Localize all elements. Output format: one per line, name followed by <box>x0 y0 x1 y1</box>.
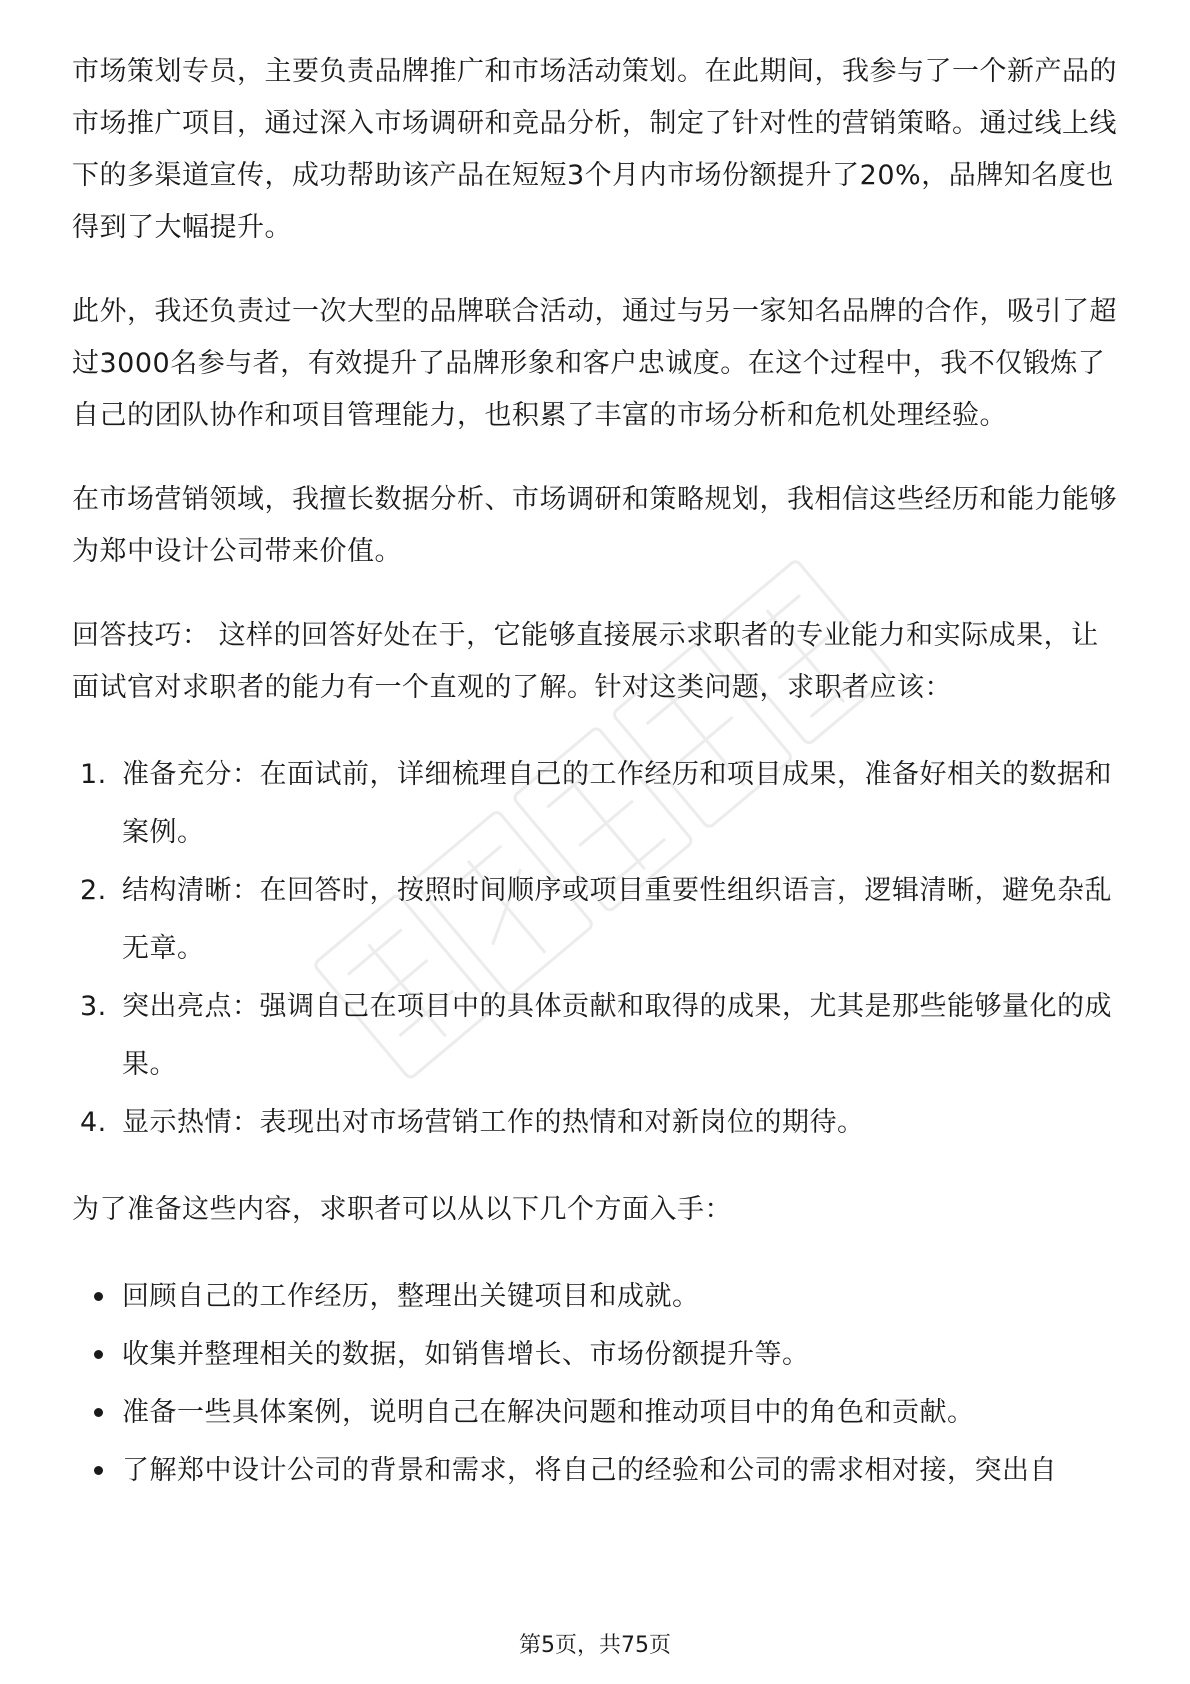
bullet-icon <box>94 1292 103 1301</box>
paragraph-brand-event: 此外，我还负责过一次大型的品牌联合活动，通过与另一家知名品牌的合作，吸引了超过3000名参与者，有效提升了品牌形象和客户忠诚度。在这个过程中，我不仅锻炼了自己的团队协作和项目管理能力，也积累了丰富的市场分析和危机处理经验。 <box>72 296 1117 431</box>
list-item <box>72 1268 1118 1326</box>
list-item <box>72 1384 1118 1442</box>
paragraph-skills: 在市场营销领域，我擅长数据分析、市场调研和策略规划，我相信这些经历和能力能够为郑中设计公司带来价值。 <box>72 484 1117 567</box>
list-item <box>72 1094 1118 1152</box>
bullet-icon <box>94 1466 103 1475</box>
list-item <box>72 746 1118 862</box>
list-item <box>72 978 1118 1094</box>
list-item-text: 结构清晰：在回答时，按照时间顺序或项目重要性组织语言，逻辑清晰，避免杂乱无章。 <box>122 875 1112 964</box>
list-item <box>72 1326 1118 1384</box>
list-item <box>72 1442 1118 1500</box>
document-body <box>72 46 1118 1532</box>
paragraph-prep-intro: 为了准备这些内容，求职者可以从以下几个方面入手： <box>72 1194 732 1225</box>
list-item-text: 了解郑中设计公司的背景和需求，将自己的经验和公司的需求相对接，突出自 <box>122 1455 1057 1486</box>
list-number: 4. <box>80 1107 107 1138</box>
list-item <box>72 862 1118 978</box>
list-item-text: 收集并整理相关的数据，如销售增长、市场份额提升等。 <box>122 1339 810 1370</box>
list-item-text: 准备充分：在面试前，详细梳理自己的工作经历和项目成果，准备好相关的数据和案例。 <box>122 759 1112 848</box>
list-item-text: 回顾自己的工作经历，整理出关键项目和成就。 <box>122 1281 700 1312</box>
list-item-text: 突出亮点：强调自己在项目中的具体贡献和取得的成果，尤其是那些能够量化的成果。 <box>122 991 1112 1080</box>
page-number-footer: 第5页，共75页 <box>519 1633 671 1658</box>
paragraph-answer-tips: 回答技巧： 这样的回答好处在于，它能够直接展示求职者的专业能力和实际成果，让面试官对求职者的能力有一个直观的了解。针对这类问题，求职者应该： <box>72 620 1099 703</box>
list-number: 2. <box>80 875 107 906</box>
list-item-text: 准备一些具体案例，说明自己在解决问题和推动项目中的角色和贡献。 <box>122 1397 975 1428</box>
list-number: 3. <box>80 991 107 1022</box>
list-number: 1. <box>80 759 107 790</box>
bullet-icon <box>94 1408 103 1417</box>
paragraph-experience: 市场策划专员，主要负责品牌推广和市场活动策划。在此期间，我参与了一个新产品的市场推广项目，通过深入市场调研和竞品分析，制定了针对性的营销策略。通过线上线下的多渠道宣传，成功帮助该产品在短短3个月内市场份额提升了20%，品牌知名度也得到了大幅提升。 <box>72 56 1117 243</box>
tips-numbered-list <box>72 746 1118 1152</box>
bullet-icon <box>94 1350 103 1359</box>
prep-bullet-list <box>72 1268 1118 1500</box>
list-item-text: 显示热情：表现出对市场营销工作的热情和对新岗位的期待。 <box>122 1107 865 1138</box>
